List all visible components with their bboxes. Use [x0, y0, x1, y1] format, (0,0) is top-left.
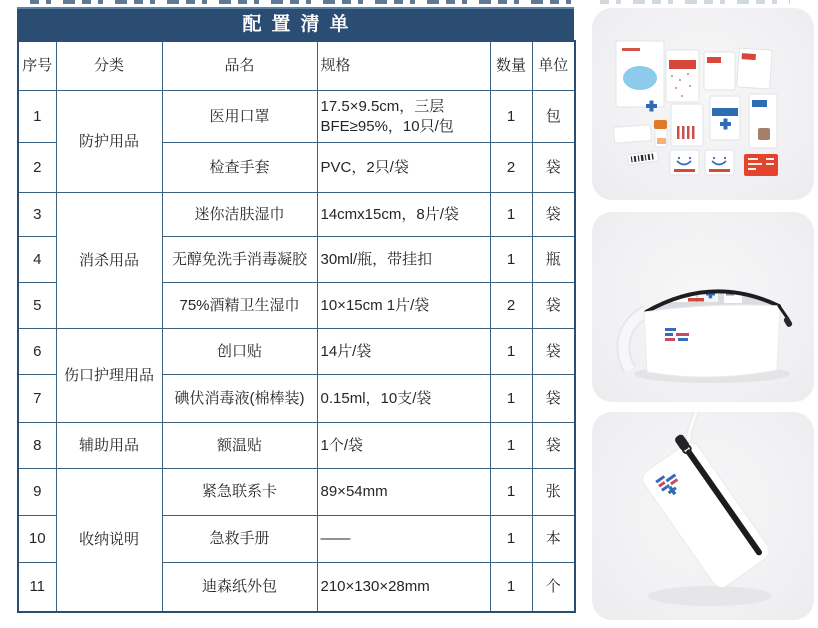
standing-pouch-photo: [592, 412, 814, 620]
red-card: [744, 154, 778, 176]
cell-unit: 袋: [532, 193, 575, 237]
cell-spec: 210×130×28mm: [317, 563, 490, 612]
cell-unit: 袋: [532, 143, 575, 193]
red-label-band: [669, 60, 696, 69]
red-label: [707, 57, 721, 63]
cell-spec: 10×15cm 1片/袋: [317, 283, 490, 329]
open-pouch-illustration: [592, 212, 814, 402]
cell-name: 额温贴: [162, 423, 317, 469]
dotted-packet: [666, 50, 699, 102]
cell-no: 4: [18, 237, 56, 283]
cell-qty: 1: [490, 469, 532, 516]
red-label: [742, 53, 756, 60]
table-title: 配置清单: [17, 7, 574, 40]
cell-no: 5: [18, 283, 56, 329]
gel-bottle-body: [655, 128, 667, 147]
pouch-body: [639, 439, 773, 592]
cross-packet: [710, 96, 740, 140]
cell-no: 11: [18, 563, 56, 612]
cell-qty: 2: [490, 143, 532, 193]
blue-cross-icon: [650, 101, 654, 112]
blue-label: [752, 100, 767, 107]
cell-no: 7: [18, 375, 56, 423]
gel-bottle-liquid: [657, 138, 666, 144]
cell-name: 75%酒精卫生湿巾: [162, 283, 317, 329]
blue-label-band: [712, 108, 738, 116]
cell-unit: 袋: [532, 423, 575, 469]
cell-unit: 袋: [532, 329, 575, 375]
blue-cross-icon: [724, 119, 728, 130]
configuration-table: [17, 40, 576, 613]
cell-unit: 包: [532, 91, 575, 143]
cell-name: 创口贴: [162, 329, 317, 375]
standing-pouch-illustration: [592, 412, 814, 620]
open-pouch-photo: [592, 212, 814, 402]
spec-line: 17.5×9.5cm，三层: [320, 98, 445, 115]
kit-contents-flatlay-photo: [592, 8, 814, 200]
cell-name: 医用口罩: [162, 91, 317, 143]
spec-line: BFE≥95%，10只/包: [320, 117, 454, 135]
table-row: [18, 423, 575, 469]
cell-qty: 1: [490, 329, 532, 375]
cell-qty: 1: [490, 237, 532, 283]
cell-spec: 0.15ml，10支/袋: [317, 375, 490, 423]
cell-qty: 1: [490, 563, 532, 612]
cell-spec: 30ml/瓶，带挂扣: [317, 237, 490, 283]
cell-name: 急救手册: [162, 516, 317, 563]
cell-no: 9: [18, 469, 56, 516]
cell-qty: 2: [490, 283, 532, 329]
shadow: [648, 586, 772, 606]
cell-spec: 1个/袋: [317, 423, 490, 469]
table-row: [18, 329, 575, 375]
cell-no: 8: [18, 423, 56, 469]
cell-unit: 张: [532, 469, 575, 516]
pouch-front: [644, 305, 780, 377]
cell-no: 10: [18, 516, 56, 563]
cropped-text-artifact: [30, 0, 575, 4]
table-row: [18, 91, 575, 143]
cell-unit: 袋: [532, 375, 575, 423]
cell-category: 伤口护理用品: [56, 329, 162, 423]
cell-no: 6: [18, 329, 56, 375]
cell-category: 防护用品: [56, 91, 162, 193]
cell-category: 消杀用品: [56, 193, 162, 329]
cell-name: 紧急联系卡: [162, 469, 317, 516]
blue-mask-graphic: [623, 66, 657, 90]
cell-qty: 1: [490, 193, 532, 237]
gel-bottle-cap: [654, 120, 667, 129]
cell-spec: 89×54mm: [317, 469, 490, 516]
cell-spec: 14cmx15cm，8片/袋: [317, 193, 490, 237]
kit-contents-illustration: [592, 8, 814, 200]
table-row: [18, 193, 575, 237]
cell-category: 辅助用品: [56, 423, 162, 469]
zipper-pull-tab: [783, 316, 793, 328]
cell-unit: 本: [532, 516, 575, 563]
cell-unit: 个: [532, 563, 575, 612]
cell-qty: 1: [490, 91, 532, 143]
cell-qty: 1: [490, 516, 532, 563]
col-header-spec: 规格: [317, 41, 490, 91]
cell-no: 3: [18, 193, 56, 237]
cell-name: 碘伏消毒液(棉棒装): [162, 375, 317, 423]
spec-table: [17, 7, 574, 613]
cell-category: 收纳说明: [56, 469, 162, 612]
cell-name: 迪森纸外包: [162, 563, 317, 612]
middle-packet: [671, 104, 703, 146]
col-header-name: 品名: [162, 41, 317, 91]
col-header-qty: 数量: [490, 41, 532, 91]
cell-qty: 1: [490, 375, 532, 423]
white-box: [613, 125, 651, 144]
cell-name: 迷你洁肤湿巾: [162, 193, 317, 237]
zipper-pull: [779, 306, 788, 319]
cell-name: 无醇免洗手消毒凝胶: [162, 237, 317, 283]
cell-unit: 瓶: [532, 237, 575, 283]
col-header-unit: 单位: [532, 41, 575, 91]
cell-name: 检查手套: [162, 143, 317, 193]
cell-spec: ——: [317, 516, 490, 563]
cell-spec: [317, 91, 490, 143]
mask-package-label: [622, 48, 640, 51]
cell-spec: PVC，2只/袋: [317, 143, 490, 193]
cell-spec: 14片/袋: [317, 329, 490, 375]
cell-no: 2: [18, 143, 56, 193]
swab-graphic: [758, 128, 770, 140]
col-header-no: 序号: [18, 41, 56, 91]
cropped-text-artifact: [600, 0, 790, 4]
header-row: [18, 41, 575, 91]
cell-no: 1: [18, 91, 56, 143]
cell-unit: 袋: [532, 283, 575, 329]
cell-qty: 1: [490, 423, 532, 469]
col-header-category: 分类: [56, 41, 162, 91]
table-row: [18, 469, 575, 516]
